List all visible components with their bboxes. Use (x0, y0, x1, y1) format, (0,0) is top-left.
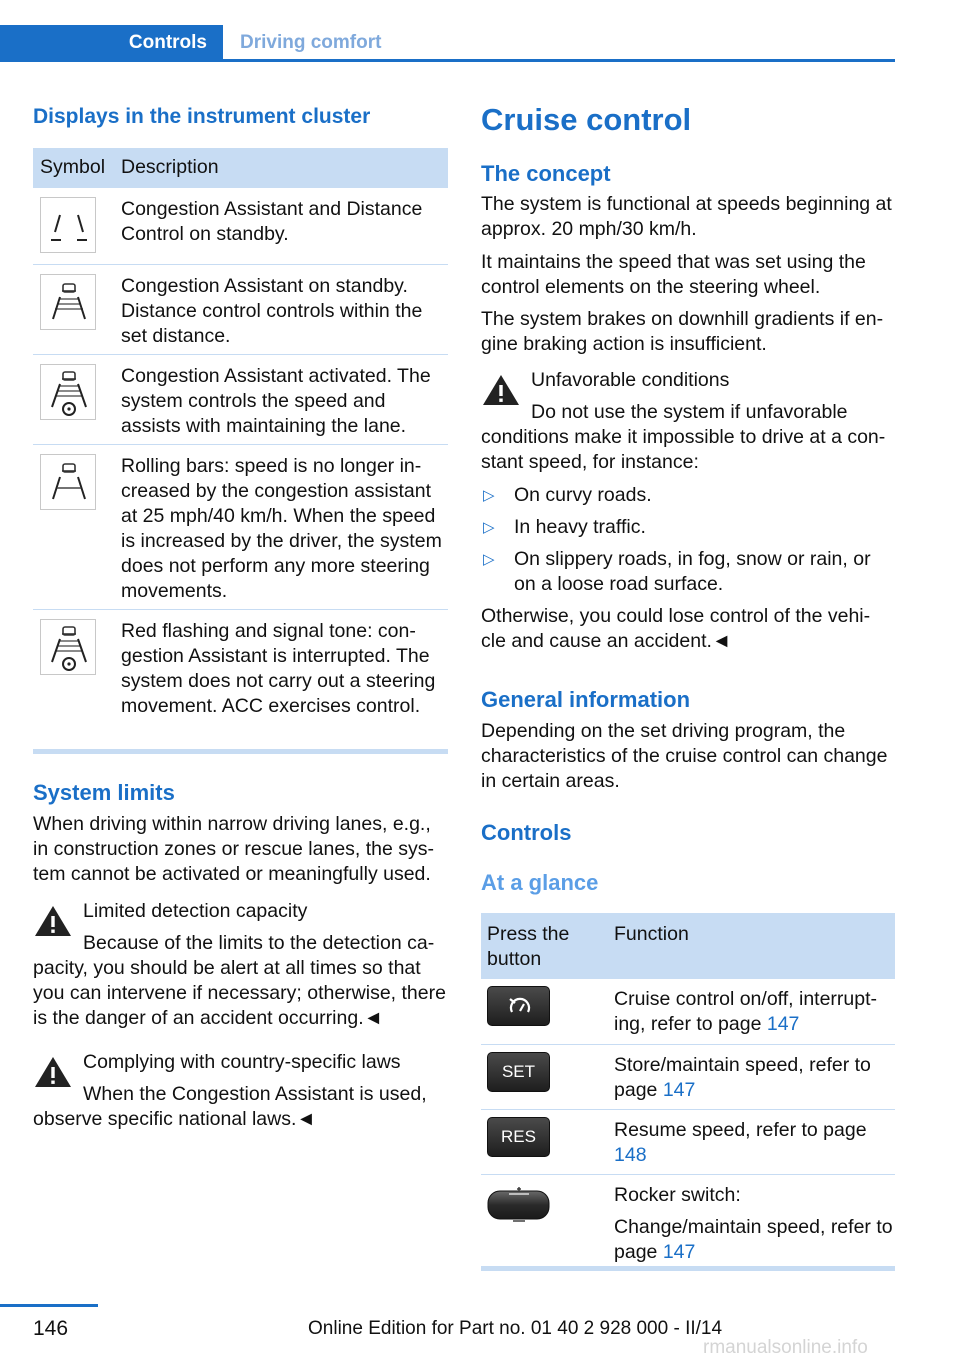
warning-unfavorable-conditions (481, 368, 895, 475)
page-title: Cruise control (481, 102, 692, 137)
cruise-control-button (487, 986, 550, 1026)
table-row (33, 609, 448, 749)
description-cell: Congestion Assistant activated. The system controls the speed and assists with maintaining the lane. (118, 354, 448, 444)
page-link[interactable]: 147 (766, 1013, 800, 1035)
rolling-bars-icon (40, 454, 96, 510)
page-link[interactable]: 147 (662, 1078, 696, 1101)
function-cell: Resume speed, refer to page 148 (607, 1109, 895, 1174)
general-info-body: Depending on the set driving program, the characteristics of the cruise control can change in certain areas. (481, 720, 888, 792)
list-item: ▷ On curvy roads. (483, 484, 652, 506)
function-cell: Cruise control on/off, interrupt-ing, refer to page 147 (607, 979, 895, 1044)
description-cell: Congestion Assistant and Distance Control on standby. (118, 188, 448, 264)
section-title-displays: Displays in the instrument cluster (33, 105, 371, 128)
table-row (33, 354, 448, 444)
table-row (33, 264, 448, 354)
warning-body: Because of the limits to the detection ca-pacity, you should be alert at all times so that you can intervene if necessary; otherwise, there is the danger of an accident occurring.◄ (33, 932, 446, 1029)
table-end-bar (481, 1266, 895, 1271)
col-header-button: Press the button (481, 913, 607, 979)
rocker-switch-image (487, 1185, 607, 1230)
warning-title: Complying with country-specific laws (83, 1051, 401, 1073)
concept-p1: The system is functional at speeds beginning at approx. 20 mph/30 km/h. (481, 193, 892, 240)
page-link[interactable]: 147 (662, 1240, 696, 1263)
table-row (481, 1109, 895, 1174)
description-cell: Congestion Assistant on standby. Distance control controls within the set distance. (118, 264, 448, 354)
tab-driving-comfort[interactable]: Driving comfort (240, 32, 382, 53)
page-number: 146 (33, 1317, 69, 1340)
concept-p2: It maintains the speed that was set using the control elements on the steering wheel. (481, 251, 866, 298)
congestion-standby-icon (40, 274, 96, 330)
warning-country-laws (33, 1050, 448, 1132)
tab-controls[interactable]: Controls (0, 25, 223, 62)
warning-triangle-icon (33, 1054, 73, 1090)
rocker-switch-icon (487, 1185, 550, 1223)
page-link[interactable]: 148 (614, 1143, 647, 1166)
congestion-interrupted-icon (40, 619, 96, 675)
table-row (33, 444, 448, 609)
set-button: SET (487, 1052, 550, 1092)
warning-body: Do not use the system if unfavorable conditions make it impossible to drive at a con-stant speed, for instance: (481, 401, 886, 473)
at-a-glance-title: At a glance (481, 870, 599, 895)
concept-title: The concept (481, 161, 611, 186)
warning-triangle-icon (33, 903, 73, 939)
table-row (481, 979, 895, 1044)
table-row (33, 188, 448, 264)
list-item: ▷ In heavy traffic. (483, 516, 646, 538)
warning-title: Limited detection capacity (83, 900, 308, 922)
speedometer-icon (488, 987, 551, 1027)
controls-table (481, 913, 895, 1271)
warning-title: Unfavorable conditions (531, 369, 730, 391)
triangle-bullet-icon: ▷ (483, 551, 495, 568)
table-end-bar (33, 749, 448, 754)
description-cell: Red flashing and signal tone: con-gestion Assistant is interrupted. The system does not carry out a steering movement. ACC exercises control. (121, 619, 436, 717)
concept-after: Otherwise, you could lose control of the vehi-cle and cause an accident.◄ (481, 605, 871, 652)
warning-detection-capacity (33, 899, 448, 1031)
col-header-description: Description (118, 148, 448, 188)
rocker-label: Rocker switch: (614, 1183, 741, 1206)
displays-table (33, 148, 448, 754)
conditions-list (481, 483, 895, 597)
system-limits-body: When driving within narrow driving lanes, e.g., in construction zones or rescue lanes, the sys-tem cannot be activated or meaningfully used. (33, 813, 435, 885)
function-cell: Store/maintain speed, refer to page 147 (607, 1044, 895, 1109)
list-item: ▷ On slippery roads, in fog, snow or rain, or on a loose road surface. (483, 548, 871, 595)
res-button: RES (487, 1117, 550, 1157)
description-cell: Rolling bars: speed is no longer in-creased by the congestion assistant at 25 mph/40 km/h. When the speed is increased by the driver, the system does not perform any more steering movements. (118, 444, 448, 609)
col-header-function: Function (607, 913, 895, 979)
concept-p3: The system brakes on downhill gradients if en-gine braking action is insufficient. (481, 308, 884, 355)
controls-title: Controls (481, 820, 572, 845)
col-header-symbol: Symbol (33, 148, 118, 188)
congestion-activated-icon (40, 364, 96, 420)
chapter-header (0, 25, 895, 61)
triangle-bullet-icon: ▷ (483, 487, 495, 504)
warning-body: When the Congestion Assistant is used, observe specific national laws.◄ (33, 1083, 427, 1130)
general-info-title: General information (481, 687, 691, 712)
function-cell: Rocker switch: Change/maintain speed, refer to page 147 (607, 1174, 895, 1266)
footer-rule (0, 1304, 98, 1307)
edition-note: Online Edition for Part no. 01 40 2 928 000 - II/14 (308, 1318, 723, 1339)
congestion-standby-distance-icon (40, 197, 96, 253)
warning-triangle-icon (481, 372, 521, 408)
system-limits-title: System limits (33, 780, 175, 805)
table-row (481, 1174, 895, 1266)
watermark: rmanualsonline.info (703, 1337, 868, 1358)
triangle-bullet-icon: ▷ (483, 519, 495, 536)
table-row (481, 1044, 895, 1109)
